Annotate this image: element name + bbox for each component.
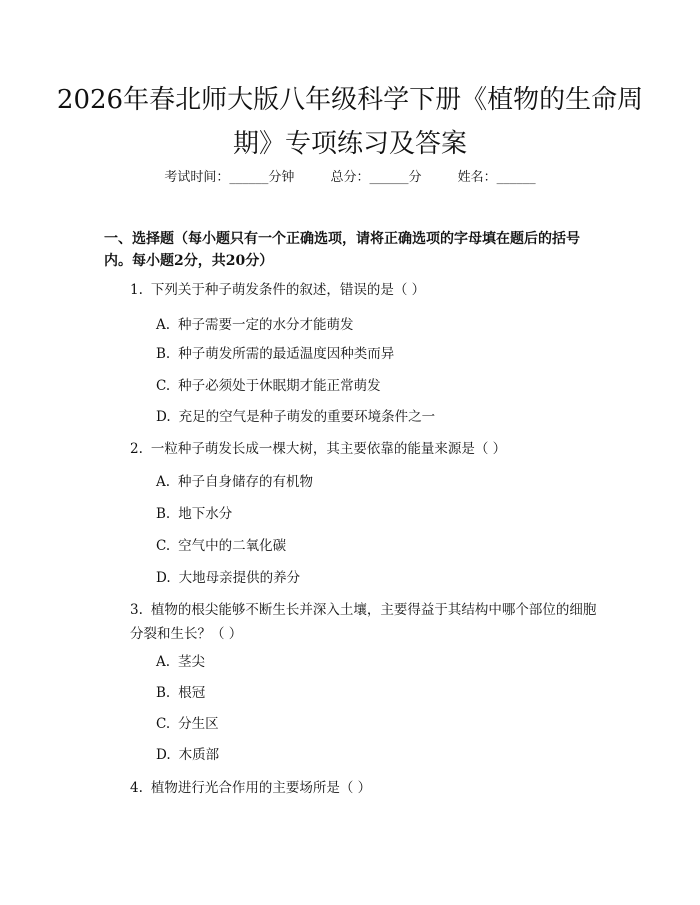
question-2 [130, 437, 600, 461]
exam-meta [0, 168, 700, 188]
question-3-option-a [156, 652, 596, 672]
option-text: 种子自身储存的有机物 [178, 474, 314, 490]
option-text: 分生区 [178, 716, 219, 732]
option-letter: D. [156, 747, 171, 763]
option-letter: A. [156, 654, 171, 670]
question-number: 3. [130, 602, 143, 618]
option-text: 根冠 [178, 685, 206, 701]
student-name-field: 姓名：______ [457, 170, 536, 185]
option-letter: A. [156, 474, 171, 490]
question-2-option-c [156, 536, 596, 556]
option-letter: C. [156, 538, 171, 554]
question-1-option-d [156, 407, 596, 427]
total-score-field: 总分：______分 [330, 170, 422, 185]
option-text: 茎尖 [178, 654, 206, 670]
document-title: 2026年春北师大版八年级科学下册《植物的生命周期》专项练习及答案 [56, 85, 644, 159]
question-number: 1. [130, 282, 143, 298]
option-text: 大地母亲提供的养分 [178, 570, 301, 586]
option-text: 种子必须处于休眠期才能正常萌发 [178, 378, 381, 394]
question-1-option-a [156, 315, 596, 335]
option-letter: B. [156, 346, 171, 362]
question-3 [130, 598, 600, 646]
question-3-option-d [156, 745, 596, 765]
exam-time-field: 考试时间：______分钟 [164, 170, 295, 185]
question-text: 一粒种子萌发长成一棵大树，其主要依靠的能量来源是（ ） [150, 441, 507, 457]
question-text: 植物进行光合作用的主要场所是（ ） [150, 780, 372, 796]
option-text: 种子萌发所需的最适温度因种类而异 [178, 346, 395, 362]
question-number: 4. [130, 780, 143, 796]
question-3-option-c [156, 714, 596, 734]
question-1-option-b [156, 344, 596, 364]
question-2-option-b [156, 504, 596, 524]
option-text: 充足的空气是种子萌发的重要环境条件之一 [178, 409, 436, 425]
option-letter: A. [156, 317, 171, 333]
option-letter: B. [156, 506, 171, 522]
option-text: 木质部 [178, 747, 220, 763]
section-heading: 一、选择题（每小题只有一个正确选项，请将正确选项的字母填在题后的括号内。每小题2分，共20分） [104, 231, 580, 269]
question-3-option-b [156, 683, 596, 703]
question-text: 下列关于种子萌发条件的叙述，错误的是（ ） [150, 282, 426, 298]
option-letter: B. [156, 685, 171, 701]
question-text: 植物的根尖能够不断生长并深入土壤，主要得益于其结构中哪个部位的细胞分裂和生长？（ ） [130, 602, 597, 642]
question-4 [130, 776, 600, 800]
option-letter: D. [156, 409, 171, 425]
option-text: 地下水分 [178, 506, 233, 522]
option-letter: C. [156, 716, 171, 732]
question-2-option-a [156, 472, 596, 492]
option-text: 种子需要一定的水分才能萌发 [178, 317, 354, 333]
option-letter: D. [156, 570, 171, 586]
question-1 [130, 278, 600, 302]
option-text: 空气中的二氧化碳 [178, 538, 287, 554]
question-number: 2. [130, 441, 143, 457]
question-1-option-c [156, 376, 596, 396]
option-letter: C. [156, 378, 171, 394]
question-2-option-d [156, 568, 596, 588]
